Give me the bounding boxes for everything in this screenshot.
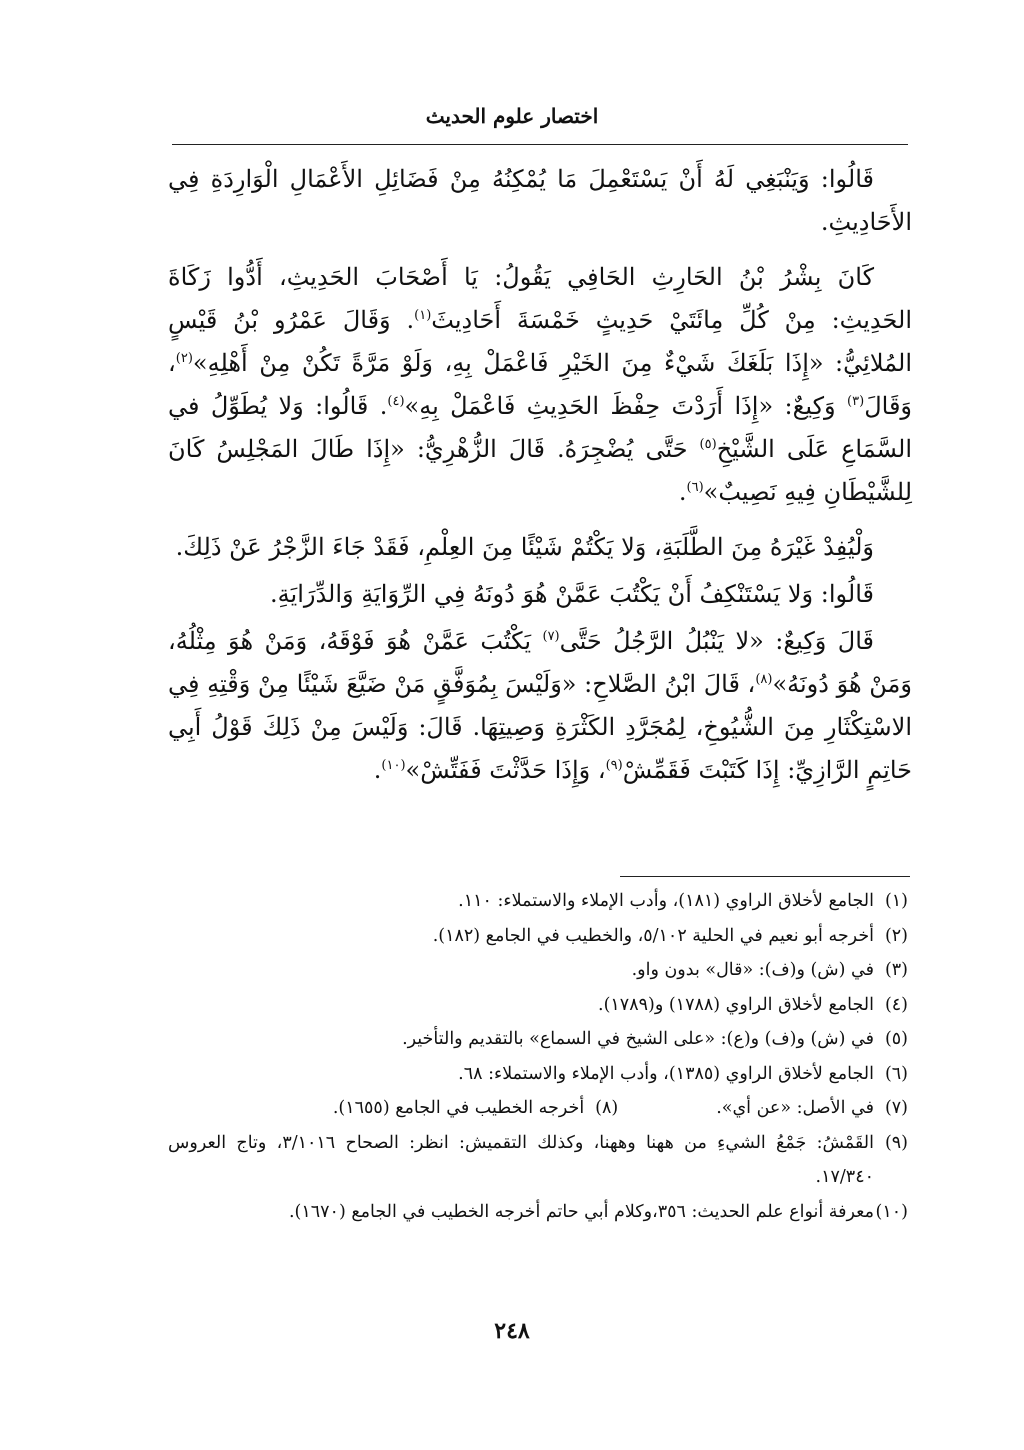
footnote-2 xyxy=(168,919,908,954)
paragraph-2 xyxy=(168,256,912,514)
footnote-number: (٣) xyxy=(884,960,908,980)
text-segment: . وَقَالَ عَمْرُو بْنُ قَيْسٍ المُلائِيُّ: «إِذَا بَلَغَكَ شَيْءٌ مِنَ الخَيْرِ فَاعْمَلْ بِهِ، وَلَوْ مَرَّةً تَكُنْ مِنْ أَهْلِهِ» xyxy=(168,306,912,377)
text-segment: حَتَّى يُضْجِرَهُ. قَالَ الزُّهْرِيُّ: «إِذَا طَالَ المَجْلِسُ كَانَ لِلشَّيْطَانِ فِيهِ نَصِيبٌ» xyxy=(168,435,912,506)
main-text xyxy=(168,158,912,804)
footnote-number: (٥) xyxy=(884,1029,908,1049)
footnote-8 xyxy=(333,1091,618,1126)
footnote-ref-5[interactable]: (٥) xyxy=(699,437,717,452)
footnote-text: في (ش) و(ف): «قال» بدون واو. xyxy=(631,960,874,980)
footnote-6 xyxy=(168,1057,908,1092)
text-segment: ، وَقَالَ xyxy=(168,349,912,420)
footnote-ref-2[interactable]: (٢) xyxy=(175,351,193,366)
footnote-text: أخرجه أبو نعيم في الحلية ٥/١٠٢، والخطيب في الجامع (١٨٢). xyxy=(432,925,874,946)
footnote-number: (٤) xyxy=(884,994,908,1015)
page-number: ٢٤٨ xyxy=(494,1318,530,1344)
text-segment: . قَالُوا: وَلا يُطَوِّلُ في السَّمَاعِ عَلَى الشَّيْخِ xyxy=(168,392,912,463)
footnote-number: (٧) xyxy=(884,1098,908,1118)
footnote-text: الجامع لأخلاق الراوي (١٧٨٨) و(١٧٨٩). xyxy=(598,994,874,1015)
text-segment: يَكْتُبَ عَمَّنْ هُوَ فَوْقَهُ، وَمَنْ هُوَ مِثْلُهُ، وَمَنْ هُوَ دُونَهُ» xyxy=(168,627,912,698)
footnote-ref-9[interactable]: (٩) xyxy=(605,758,623,773)
footnote-number: (٦) xyxy=(884,1063,908,1084)
footnote-ref-6[interactable]: (٦) xyxy=(686,480,704,495)
text-segment: ، وَإِذَا حَدَّثْتَ فَفَتِّشْ» xyxy=(405,756,606,784)
footnote-number: (٩) xyxy=(884,1132,908,1153)
text-segment: وَكِيعٌ: «إِذَا أَرَدْتَ حِفْظَ الحَدِيثِ فَاعْمَلْ بِهِ» xyxy=(404,392,848,420)
footnote-9 xyxy=(168,1126,908,1195)
footnote-ref-10[interactable]: (١٠) xyxy=(381,758,406,773)
text-segment: . xyxy=(678,478,687,506)
footnote-1 xyxy=(168,884,908,919)
footnote-text: في الأصل: «عن أي». xyxy=(716,1098,874,1118)
paragraph-5 xyxy=(168,620,912,792)
text-segment: . xyxy=(373,756,382,784)
footnote-5 xyxy=(168,1022,908,1057)
footnote-ref-8[interactable]: (٨) xyxy=(755,672,773,687)
footnote-number: (٨) xyxy=(595,1098,619,1118)
footnote-text: الجامع لأخلاق الراوي (١٣٨٥)، وأدب الإملاء والاستملاء: ٦٨. xyxy=(458,1063,874,1084)
footnote-ref-4[interactable]: (٤) xyxy=(387,394,405,409)
footnote-4 xyxy=(168,988,908,1023)
footnote-10 xyxy=(168,1195,908,1230)
text-segment: ، قَالَ ابْنُ الصَّلاحِ: «وَلَيْسَ بِمُوَفَّقٍ مَنْ ضَيَّعَ شَيْئًا مِنْ وَقْتِهِ فِي الاسْتِكْثَارِ مِنَ الشُّيُوخِ، لِمُجَرَّدِ الكَثْرَةِ وَصِيتِهَا. قَالَ: وَلَيْسَ مِنْ ذَلِكَ قَوْلُ أَبِي حَاتِمٍ الرَّازِيِّ: إِذَا كَتَبْتَ فَقَمِّشْ xyxy=(168,670,912,784)
footnote-text: معرفة أنواع علم الحديث: ٣٥٦،وكلام أبي حاتم أخرجه الخطيب في الجامع (١٦٧٠). xyxy=(288,1201,874,1222)
footnote-text: الجامع لأخلاق الراوي (١٨١)، وأدب الإملاء والاستملاء: ١١٠. xyxy=(458,891,874,911)
footnote-ref-1[interactable]: (١) xyxy=(414,308,432,323)
paragraph-1: قَالُوا: وَيَنْبَغِي لَهُ أَنْ يَسْتَعْمِلَ مَا يُمْكِنُهُ مِنْ فَضَائِلِ الأَعْمَالِ الْوَارِدَةِ فِي الأَحَادِيثِ. xyxy=(168,165,912,236)
footnotes xyxy=(168,884,908,1229)
footnote-divider xyxy=(620,876,910,877)
text-segment: كَانَ بِشْرُ بْنُ الحَارِثِ الحَافِي يَقُولُ: يَا أَصْحَابَ الحَدِيثِ، أَدُّوا زَكَاةَ الحَدِيثِ: مِنْ كُلِّ مِائَتَيْ حَدِيثٍ خَمْسَةَ أَحَادِيثَ xyxy=(168,263,912,334)
footnote-number: (٢) xyxy=(884,925,908,946)
running-head-title: اختصار علوم الحديث xyxy=(425,104,599,128)
footnote-row-7-8 xyxy=(168,1091,908,1126)
footnote-text: أخرجه الخطيب في الجامع (١٦٥٥). xyxy=(332,1098,585,1118)
footnote-ref-7[interactable]: (٧) xyxy=(542,629,560,644)
paragraph-4: قَالُوا: وَلا يَسْتَنْكِفُ أَنْ يَكْتُبَ عَمَّنْ هُوَ دُونَهُ فِي الرِّوَايَةِ وَالدِّرَايَةِ. xyxy=(270,580,874,608)
footnote-ref-3[interactable]: (٣) xyxy=(847,394,865,409)
paragraph-3: وَلْيُفِدْ غَيْرَهُ مِنَ الطَّلَبَةِ، وَلا يَكْتُمْ شَيْئًا مِنَ العِلْمِ، فَقَدْ جَاءَ الزَّجْرُ عَنْ ذَلِكَ. xyxy=(175,533,874,561)
text-segment: قَالَ وَكِيعٌ: «لا يَنْبُلُ الرَّجُلُ حَتَّى xyxy=(559,627,875,655)
header-divider xyxy=(172,144,908,145)
footnote-text: في (ش) و(ف) و(ع): «على الشيخ في السماع» بالتقديم والتأخير. xyxy=(402,1029,874,1049)
footnote-number: (١) xyxy=(884,891,908,911)
footnote-number: (١٠) xyxy=(875,1201,908,1222)
footnote-7 xyxy=(716,1091,908,1126)
footnote-3 xyxy=(168,953,908,988)
footnote-text: القَمْشُ: جَمْعُ الشيءِ من ههنا وههنا، وكذلك التقميش: انظر: الصحاح ٣/١٠١٦، وتاج العروس ١٧/٣٤٠. xyxy=(168,1132,874,1187)
